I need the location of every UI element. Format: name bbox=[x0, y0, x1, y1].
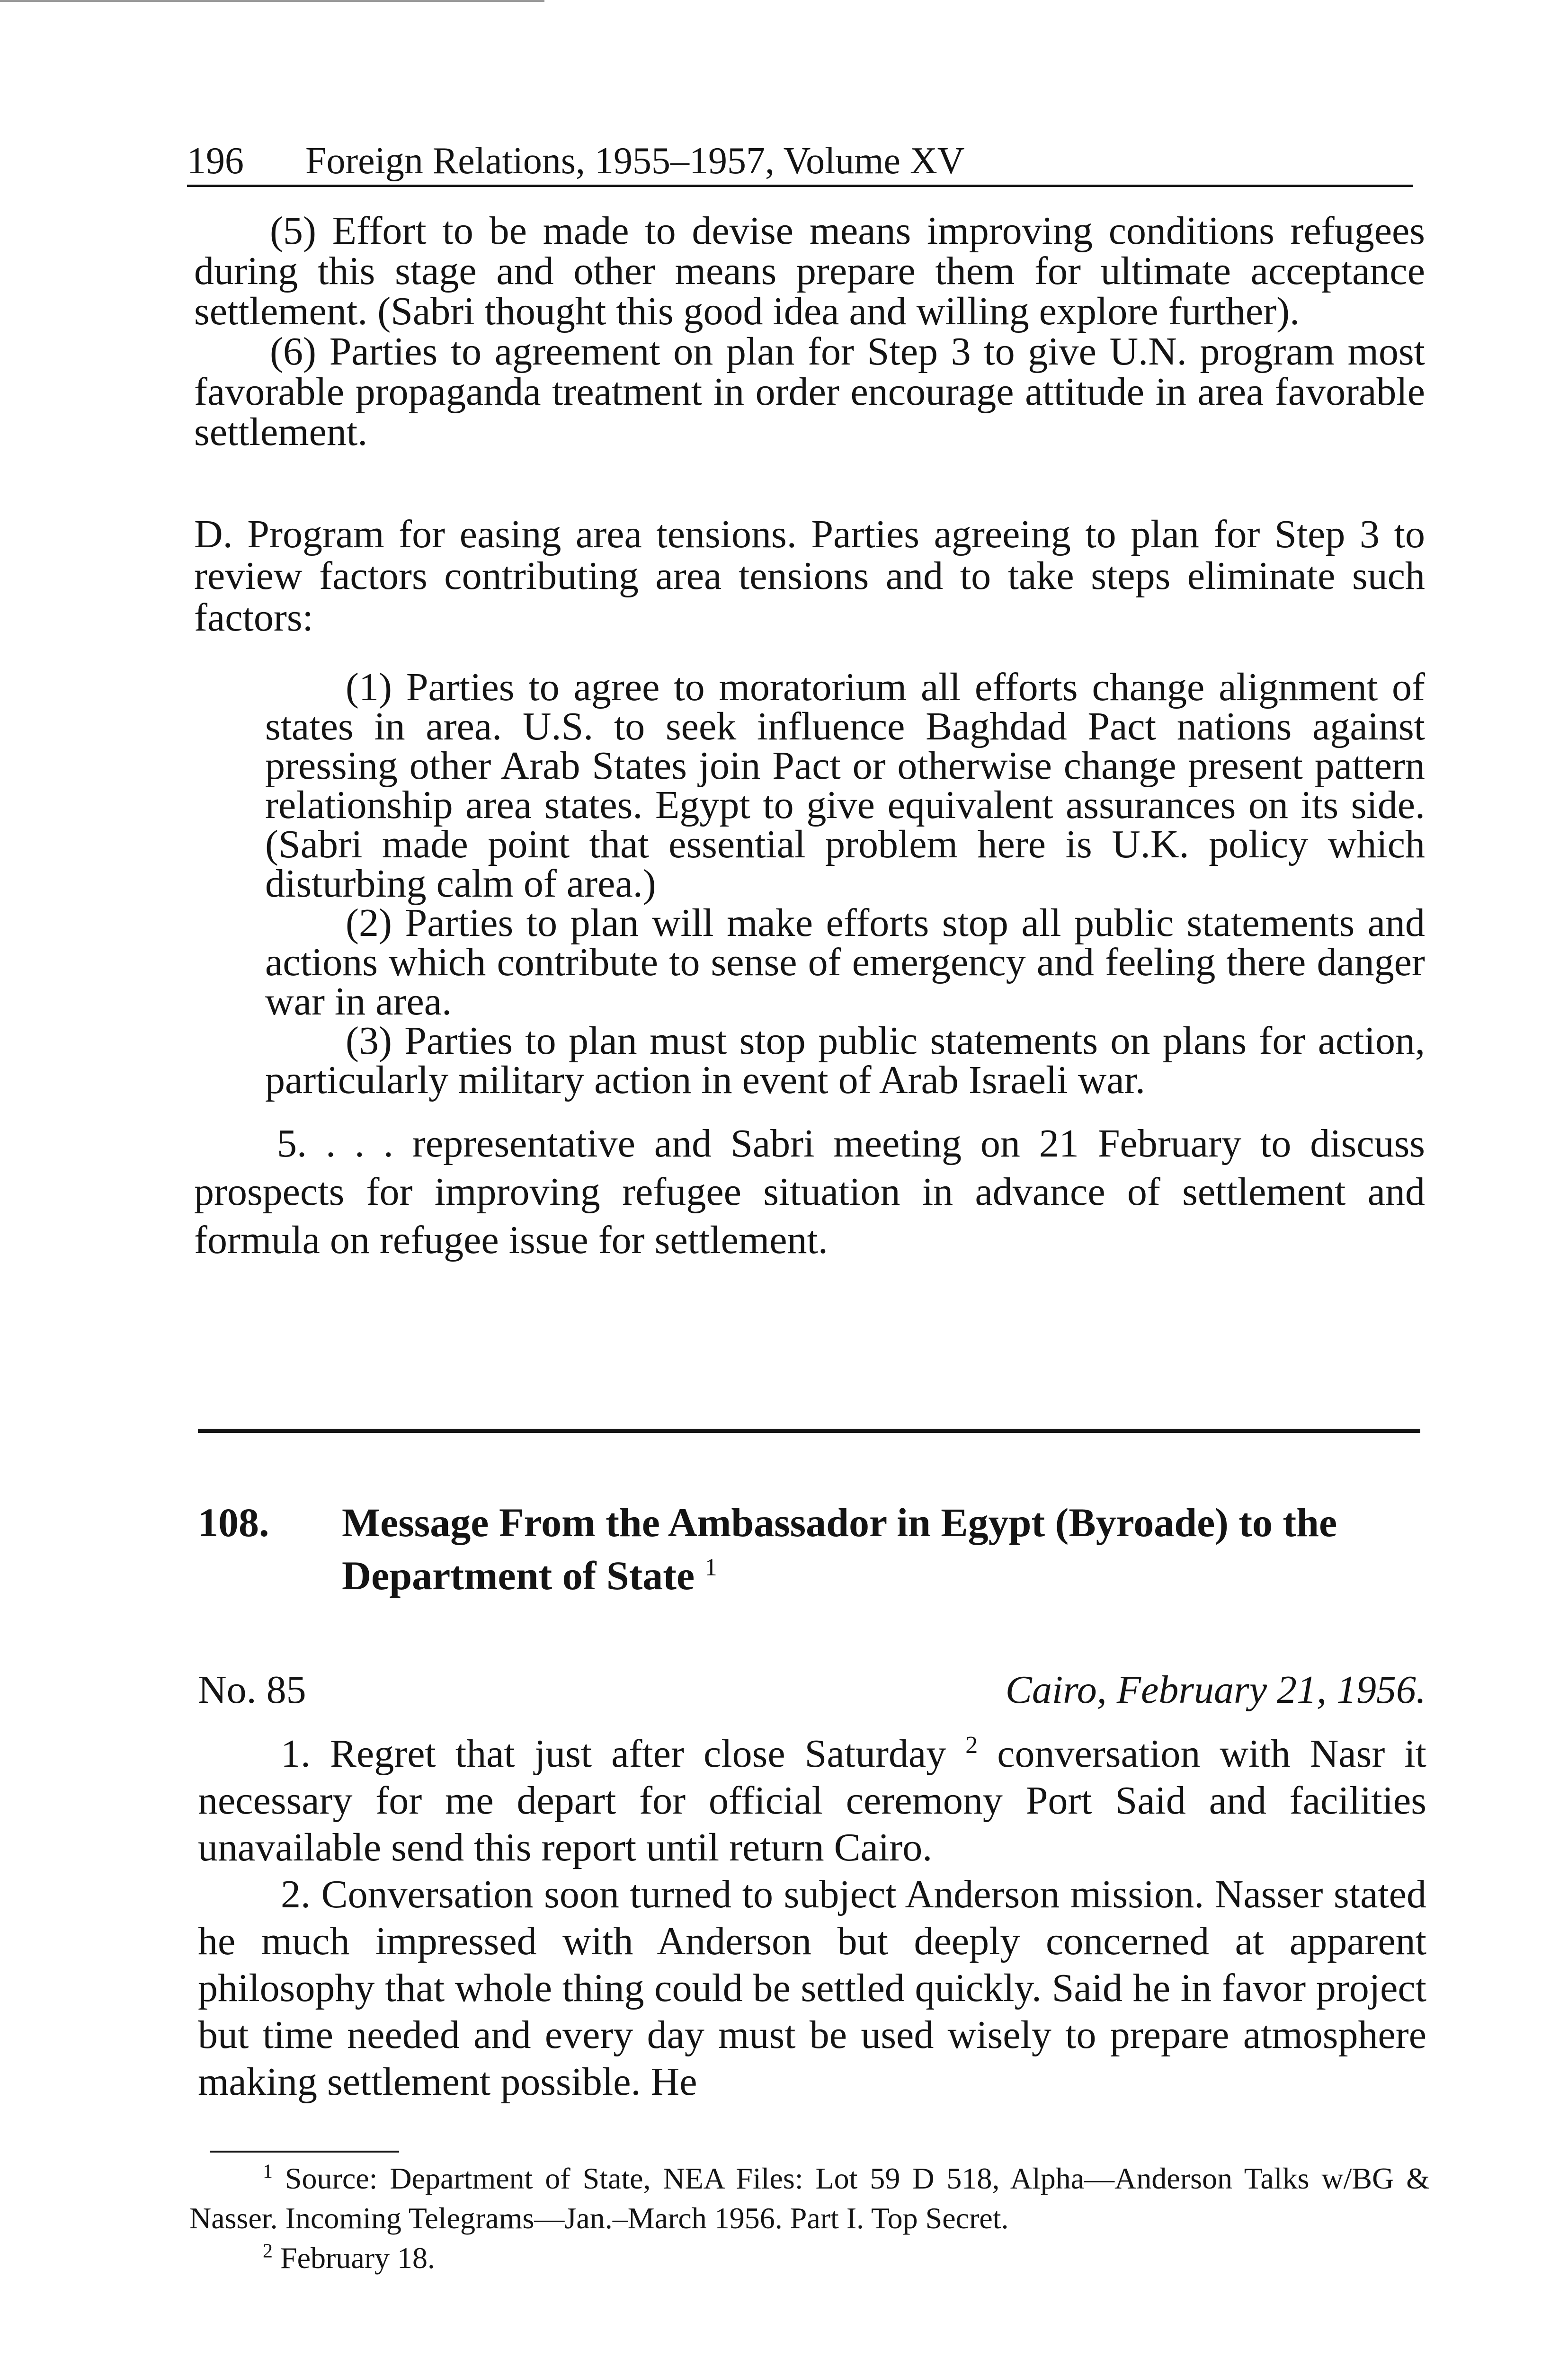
message-paragraph-1-end: conversation with Nasr it necessary for me depart for official ceremony Port Said and facilities unavailable send this report until return Cairo. bbox=[198, 1732, 1427, 1869]
section-divider bbox=[198, 1429, 1420, 1433]
footnote-2-mark: 2 bbox=[263, 2240, 273, 2262]
section-c-items bbox=[194, 211, 1425, 452]
scan-top-edge bbox=[0, 0, 544, 2]
page-number: 196 bbox=[187, 140, 244, 182]
section-d-items bbox=[265, 667, 1425, 1100]
footnote-ref-2: 2 bbox=[965, 1732, 978, 1759]
footnote-2-text: February 18. bbox=[273, 2241, 436, 2275]
footnotes bbox=[189, 2159, 1430, 2278]
section-d-item-3: (3) Parties to plan must stop public statements on plans for action, particularly military action in event of Arab Israeli war. bbox=[265, 1019, 1425, 1102]
footnote-2 bbox=[189, 2238, 1430, 2278]
message-number: No. 85 bbox=[198, 1668, 306, 1712]
footnote-1-text: Source: Department of State, NEA Files: Lot 59 D 518, Alpha—Anderson Talks w/BG & Nasser. Incoming Telegrams—Jan.–March 1956. Part I. Top Secret. bbox=[189, 2162, 1430, 2235]
section-d-item-2: (2) Parties to plan will make efforts stop all public statements and actions which contribute to sense of emergency and feeling there danger war in area. bbox=[265, 901, 1425, 1023]
running-head bbox=[187, 137, 1413, 187]
message-paragraph-2: 2. Conversation soon turned to subject Anderson mission. Nasser stated he much impressed with Anderson but deeply concerned at apparent philosophy that whole thing could be settled quickly. Said he in favor project but time needed and every day must be used wisely to prepare atmosphere making settlement possible. He bbox=[198, 1872, 1426, 2104]
section-d-intro: D. Program for easing area tensions. Parties agreeing to plan for Step 3 to review factors contributing area tensions and to take steps eliminate such factors: bbox=[194, 512, 1425, 640]
section-d-item-1: (1) Parties to agree to moratorium all efforts change alignment of states in area. U.S. to seek influence Baghdad Pact nations against pressing other Arab States join Pact or otherwise change present pattern relationship area states. Egypt to give equivalent assurances on its side. (Sabri made point that essential problem here is U.K. policy which disturbing calm of area.) bbox=[265, 665, 1425, 906]
document-title bbox=[342, 1496, 1426, 1602]
item-6: (6) Parties to agreement on plan for Step 3 to give U.N. program most favorable propaganda treatment in order encourage attitude in area favorable settlement. bbox=[194, 329, 1425, 454]
footnote-rule bbox=[210, 2151, 399, 2153]
point-5 bbox=[194, 1120, 1425, 1264]
footnote-ref-1: 1 bbox=[704, 1554, 717, 1581]
message-place-date: Cairo, February 21, 1956. bbox=[1005, 1668, 1426, 1712]
footnote-1 bbox=[189, 2159, 1430, 2238]
message-paragraph-1 bbox=[198, 1730, 1426, 1871]
document-title-text: Message From the Ambassador in Egypt (Byroade) to the Department of State bbox=[342, 1500, 1337, 1598]
running-title: Foreign Relations, 1955–1957, Volume XV bbox=[305, 140, 965, 182]
document-number: 108. bbox=[198, 1500, 269, 1545]
point-5-text: 5. . . . representative and Sabri meeting on 21 February to discuss prospects for improving refugee situation in advance of settlement and formula on refugee issue for settlement. bbox=[194, 1121, 1425, 1262]
section-d bbox=[194, 514, 1425, 639]
message-body bbox=[198, 1730, 1426, 2105]
message-paragraph-1-start: 1. Regret that just after close Saturday bbox=[281, 1732, 946, 1776]
footnote-1-mark: 1 bbox=[263, 2161, 273, 2183]
item-5: (5) Effort to be made to devise means improving conditions refugees during this stage and other means prepare them for ultimate acceptance settlement. (Sabri thought this good idea and willing explore further). bbox=[194, 209, 1425, 333]
